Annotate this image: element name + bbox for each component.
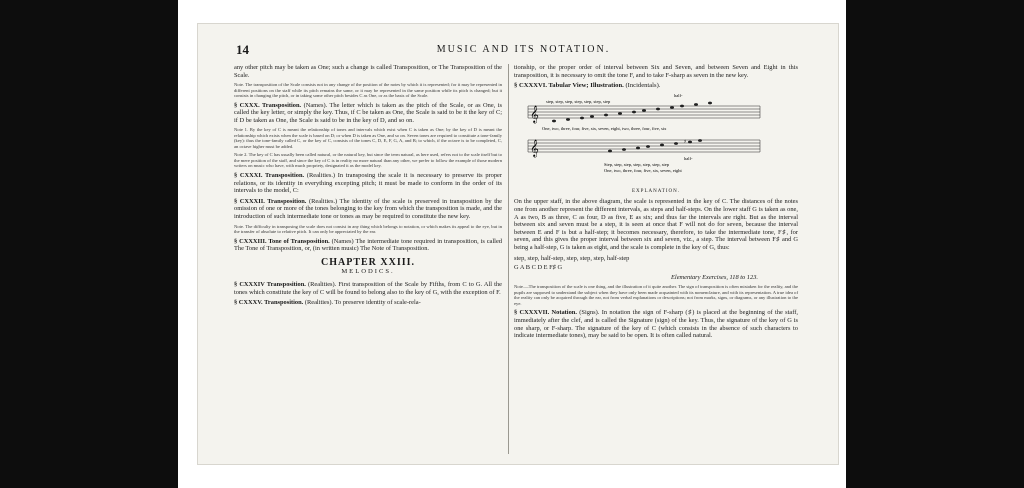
treble-clef-icon: 𝄞 <box>530 104 539 123</box>
music-staves <box>524 92 764 184</box>
note: Note. The transposition of the Scale consists not in any change of the position of the notes by which it is represented; for it may be represented in different positions on the staff while its pitch remains the same, or it may be represented in the same position while its pitch is changed; but it consists in changing the pitch, or in taking some other pitch besides C as One, or as the basis of the Scale. <box>234 82 502 99</box>
treble-clef-icon: 𝄞 <box>530 138 539 157</box>
section-tag: (Incidentals). <box>625 82 661 90</box>
chapter-title: CHAPTER XXIII. <box>320 256 415 268</box>
section-134 <box>234 281 502 296</box>
chapter-subtitle: MELODICS. <box>341 268 395 276</box>
section-heading: § CXXXI. Transposition. <box>234 171 305 179</box>
note: Note. The difficulty in transposing the scale does not consist in any thing which belongs to notation, or which makes its appeal to the eye, but in the transfer of absolute to relative pitch. It can only be appreciated by the ear. <box>234 223 502 235</box>
section-text: (Signs). In notation the sign of F-sharp (♯) is placed at the beginning of the staff, immediately after the clef, and is called the Signature (sign) of the key. Thus, the signature of the key of G is one sharp, or F-sharp. The signature of the key of C (which consists in the absence of such characters to indicate intermediate tones), may be said to be open. It is often called natural. <box>514 309 798 340</box>
section-heading: § CXXX. Transposition. <box>234 101 302 109</box>
running-title: MUSIC AND ITS NOTATION. <box>436 44 611 55</box>
paragraph: tionship, or the proper order of interval between Six and Seven, and between Seven and Eight in this transposition, it is necessary to omit the tone F, and to take F-sharp as seven in the new key. <box>514 64 798 79</box>
left-column <box>234 64 502 310</box>
section-text: (Names) The intermediate tone required in transposition, is called The Tone of Transposition, or, (in written music) The Note of Transposition. <box>234 237 502 253</box>
note: Note 1. By the key of C is meant the relationship of tones and intervals which exist when C is taken as One; by the key of D is meant the relationship which exists when the scale is based on D; or when D is taken as One, and so on. Seven tones are required to constitute a tone-family (key): thus the tone-family called C, or the key of C, consists of the tones C, D, E, F, G, A, and B; to which, if the octave is to be completed, C, an octave higher must be added. <box>234 127 502 149</box>
scale-numbers-bottom: One, two, three, four, five, six, seven, eight <box>604 167 682 173</box>
exercise-reference: Elementary Exercises, 118 to 123. <box>671 273 758 281</box>
paragraph: any other pitch may be taken as One; such a change is called Transposition, or The Transposition of the Scale. <box>234 64 502 79</box>
step-labels-bottom: Step, step, step, step, step, step, step <box>604 161 669 167</box>
scale-numbers-top: One, two, three, four, five, six, seven, eight, two, three, four, five, six <box>542 125 667 131</box>
explanation-heading: EXPLANATION. <box>632 188 680 194</box>
explanation-text: On the upper staff, in the above diagram, the scale is represented in the key of C. The distances of the notes one from another represent the different intervals, as steps and half-steps. On the lower staff G is taken as one, A as two, B as three, C as four, D as five, E as six; and thus far the intervals are right. But as the interval between six and seven must be a step, it is seen at once that F will not do for seven, because the interval between E and F is but a half-step; it becomes necessary, therefore, to take the intermediate tone, F♯, for seven, and this gives the proper interval between six and seven, viz., a step. The interval between F♯ and G being a half-step, G is taken as eight, and the scale is complete in the key of G, thus: <box>514 198 798 251</box>
running-head <box>236 42 811 56</box>
column-divider <box>508 64 509 454</box>
book-page <box>198 24 838 464</box>
section-137 <box>514 309 798 339</box>
section-131 <box>234 172 502 195</box>
section-heading: § CXXXIV Transposition. <box>234 280 306 288</box>
section-text: (Realities). To preserve identity of scale-rela- <box>304 299 421 307</box>
half-step-label-top: half- <box>674 92 683 98</box>
page-number: 14 <box>236 42 249 57</box>
note: Note 2. The key of C has usually been called natural, or the natural key, but since the term natural, as here used, refers not to the scale itself but to the mere position of the staff, and since the key of C is in reality no more natural than any other, we prefer to follow the example of those modern writers on music who have, with much propriety, designated it as the model key. <box>234 152 502 169</box>
section-136 <box>514 82 798 90</box>
section-135 <box>234 299 502 307</box>
right-column <box>514 64 798 343</box>
section-text: (Realities.) The identity of the scale is preserved in transposition by the omission of one or more of the tones belonging to the key from which the transposition is made, and the introduction of such intermediate tone or tones as may be required to constitute the new key. <box>234 197 502 220</box>
section-text: (Realities.) In transposing the scale it is necessary to preserve its proper relations, or its identity in everything excepting pitch; it must be made to conform in the order of its intervals to the model, C: <box>234 171 502 195</box>
upper-staff <box>528 106 760 118</box>
section-text: (Names). The letter which is taken as the pitch of the Scale, or as One, is called the key letter, or simply the key. Thus, if C be taken as One, the Scale is said to be it the key of C; if D be taken as One, the Scale is said to be in the key of D, and so on. <box>234 101 502 124</box>
dark-background-left <box>0 0 178 488</box>
section-130 <box>234 102 502 125</box>
section-heading: § CXXXVI. Tabular View; Illustration. <box>514 82 624 90</box>
section-text: (Realities). First transposition of the Scale by Fifths, from C to G. All the tones which constitute the key of C will be found to belong also to the key of G, with the exception of F. <box>234 280 502 296</box>
dark-background-right <box>846 0 1024 488</box>
music-diagram <box>524 92 764 184</box>
half-step-label-bottom: half- <box>684 155 693 161</box>
section-heading: § CXXXV. Transposition. <box>234 299 304 307</box>
section-heading: § CXXXVII. Notation. <box>514 309 577 317</box>
step-labels-top: step, step, step, step, step, step, step <box>546 98 611 104</box>
section-heading: § CXXXIII. Tone of Transposition. <box>234 237 330 245</box>
section-heading: § CXXXII. Transposition. <box>234 197 307 205</box>
section-132 <box>234 198 502 221</box>
note: Note.—The transposition of the scale is one thing, and the illustration of it quite another. The sign of transposition is often mistaken for the reality, and the pupils are supposed to understand the subject when they have only been made acquainted with its nomenclature, and with its representation. A true idea of the reality can only be acquired through the ear, not from verbal explanations or descriptions; not from marks, signs, or diagrams, or any illustration to the eye. <box>514 284 798 306</box>
sharp-sign-icon: ♯ <box>684 138 687 145</box>
scale-letters: G A B C D E F♯ G <box>514 264 563 272</box>
section-133 <box>234 238 502 253</box>
scale-steps: step, step, half-step, step, step, step, half-step <box>514 254 630 262</box>
lower-staff <box>528 140 760 152</box>
